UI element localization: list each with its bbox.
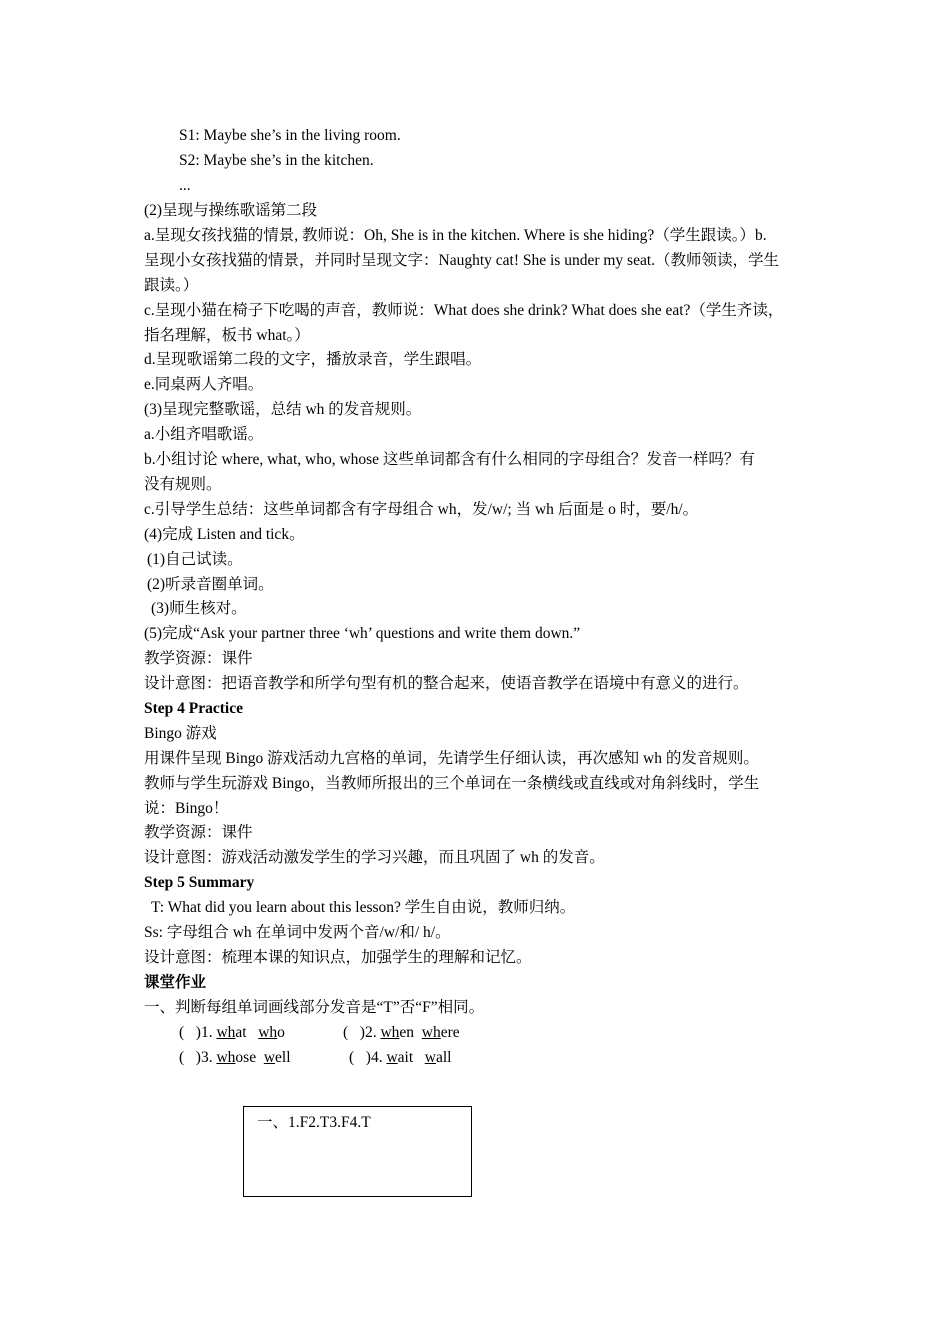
paragraph-line: d.呈现歌谣第二段的文字，播放录音，学生跟唱。 bbox=[144, 351, 482, 368]
paragraph-line: 指名理解，板书 what。） bbox=[144, 327, 310, 344]
underlined-letters: wh bbox=[421, 1024, 441, 1041]
section-heading-3: (3)呈现完整歌谣，总结 wh 的发音规则。 bbox=[144, 401, 422, 418]
dialogue-ellipsis: ... bbox=[179, 177, 191, 194]
answer-key-box bbox=[243, 1106, 472, 1197]
paragraph-line: c.引导学生总结：这些单词都含有字母组合 wh，发/w/; 当 wh 后面是 o 时，要/h/。 bbox=[144, 501, 699, 518]
paragraph-line: 说：Bingo！ bbox=[144, 800, 229, 817]
word-rest: at bbox=[235, 1024, 247, 1041]
exercise-item-4 bbox=[349, 1048, 451, 1068]
exercise-item-3 bbox=[179, 1048, 291, 1068]
design-intent-line: 设计意图：梳理本课的知识点，加强学生的理解和记忆。 bbox=[144, 949, 532, 966]
word-rest: ait bbox=[397, 1049, 414, 1066]
underlined-letters: wh bbox=[258, 1024, 278, 1041]
paragraph-line: T: What did you learn about this lesson? 学生自由说，教师归纳。 bbox=[151, 899, 576, 916]
exercise-number: ( )1. bbox=[179, 1024, 217, 1041]
sub-item-line: (3)师生核对。 bbox=[151, 600, 247, 617]
exercise-item-1 bbox=[179, 1023, 285, 1043]
word-rest: o bbox=[277, 1024, 285, 1041]
underlined-letters: wh bbox=[216, 1049, 236, 1066]
dialogue-line-s1: S1: Maybe she’s in the living room. bbox=[179, 127, 401, 144]
section-heading-5: (5)完成“Ask your partner three ‘wh’ questions and write them down.” bbox=[144, 625, 581, 642]
underlined-letters: wh bbox=[380, 1024, 400, 1041]
step-heading: Step 4 Practice bbox=[144, 700, 243, 717]
homework-heading: 课堂作业 bbox=[144, 974, 207, 991]
design-intent-line: 设计意图：把语音教学和所学句型有机的整合起来，使语音教学在语境中有意义的进行。 bbox=[144, 675, 749, 692]
underlined-letters: wh bbox=[216, 1024, 236, 1041]
paragraph-line: Ss: 字母组合 wh 在单词中发两个音/w/和/ h/。 bbox=[144, 924, 451, 941]
underlined-letters: w bbox=[263, 1049, 276, 1066]
sub-item-line: (1)自己试读。 bbox=[147, 551, 243, 568]
exercise-number: ( )3. bbox=[179, 1049, 217, 1066]
section-heading-2: (2)呈现与操练歌谣第二段 bbox=[144, 202, 318, 219]
word-rest: en bbox=[399, 1024, 415, 1041]
design-intent-line: 设计意图：游戏活动激发学生的学习兴趣，而且巩固了 wh 的发音。 bbox=[144, 849, 605, 866]
word-rest: ell bbox=[275, 1049, 291, 1066]
exercise-item-2 bbox=[343, 1023, 460, 1043]
paragraph-line: e.同桌两人齐唱。 bbox=[144, 376, 264, 393]
sub-item-line: (2)听录音圈单词。 bbox=[147, 576, 274, 593]
teaching-resource-line: 教学资源：课件 bbox=[144, 824, 253, 841]
paragraph-line: a.呈现女孩找猫的情景, 教师说：Oh, She is in the kitchen. Where is she hiding?（学生跟读。）b. bbox=[144, 227, 767, 244]
exercise-number: ( )4. bbox=[349, 1049, 387, 1066]
word-rest: ose bbox=[235, 1049, 257, 1066]
paragraph-line: 用课件呈现 Bingo 游戏活动九宫格的单词，先请学生仔细认读，再次感知 wh 的发音规则。 bbox=[144, 750, 759, 767]
underlined-letters: w bbox=[386, 1049, 398, 1066]
exercise-number: ( )2. bbox=[343, 1024, 381, 1041]
paragraph-line: Bingo 游戏 bbox=[144, 725, 217, 742]
paragraph-line: 没有规则。 bbox=[144, 476, 222, 493]
teaching-resource-line: 教学资源：课件 bbox=[144, 650, 253, 667]
section-heading-4: (4)完成 Listen and tick。 bbox=[144, 526, 305, 543]
word-rest: all bbox=[435, 1049, 452, 1066]
underlined-letters: w bbox=[424, 1049, 436, 1066]
word-rest: ere bbox=[440, 1024, 460, 1041]
paragraph-line: c.呈现小猫在椅子下吃喝的声音，教师说：What does she drink? What does she eat?（学生齐读， bbox=[144, 302, 784, 319]
dialogue-line-s2: S2: Maybe she’s in the kitchen. bbox=[179, 152, 374, 169]
paragraph-line: 教师与学生玩游戏 Bingo，当教师所报出的三个单词在一条横线或直线或对角斜线时，学生 bbox=[144, 775, 760, 792]
paragraph-line: 跟读。） bbox=[144, 277, 199, 294]
answer-key-text: 一、1.F2.T3.F4.T bbox=[257, 1114, 371, 1131]
paragraph-line: 呈现小女孩找猫的情景，并同时呈现文字：Naughty cat! She is under my seat.（教师领读，学生 bbox=[144, 252, 780, 269]
exercise-instruction: 一、判断每组单词画线部分发音是“T”否“F”相同。 bbox=[144, 999, 485, 1016]
paragraph-line: b.小组讨论 where, what, who, whose 这些单词都含有什么相同的字母组合？发音一样吗？有 bbox=[144, 451, 755, 468]
step-heading: Step 5 Summary bbox=[144, 874, 255, 891]
paragraph-line: a.小组齐唱歌谣。 bbox=[144, 426, 264, 443]
